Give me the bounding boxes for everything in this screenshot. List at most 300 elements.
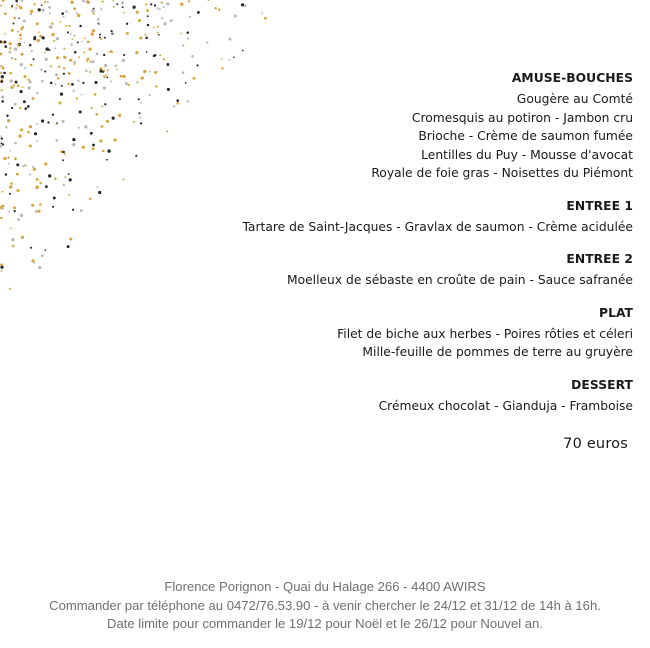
confetti-dot xyxy=(76,12,78,14)
footer-deadline: Date limite pour commander le 19/12 pour Noël et le 26/12 pour Nouvel an. xyxy=(107,616,543,631)
confetti-dot xyxy=(63,73,65,75)
confetti-dot xyxy=(161,17,163,19)
confetti-dot xyxy=(92,12,94,14)
confetti-dot xyxy=(31,50,33,52)
confetti-dot xyxy=(84,125,87,128)
confetti-dot xyxy=(99,33,101,35)
confetti-dot xyxy=(32,166,34,168)
confetti-dot xyxy=(27,105,30,108)
confetti-dot xyxy=(17,44,20,47)
confetti-dot xyxy=(77,79,79,81)
confetti-dot xyxy=(18,134,21,137)
confetti-dot xyxy=(122,59,125,62)
confetti-dot xyxy=(48,6,51,9)
confetti-dot xyxy=(29,44,32,47)
confetti-dot xyxy=(188,0,190,2)
confetti-dot xyxy=(52,114,54,116)
confetti-dot xyxy=(164,22,167,25)
section-title: ENTREE 2 xyxy=(566,252,633,266)
confetti-dot xyxy=(113,138,116,141)
menu-item: Cromesquis au potiron - Jambon cru xyxy=(411,110,633,125)
menu-item: Filet de biche aux herbes - Poires rôties et céleri xyxy=(337,326,633,341)
confetti-dot xyxy=(242,50,244,52)
confetti-dot xyxy=(14,142,17,145)
confetti-dot xyxy=(20,128,23,131)
confetti-dot xyxy=(56,37,59,40)
section-title: ENTREE 1 xyxy=(566,198,633,213)
confetti-dot xyxy=(32,58,34,60)
confetti-dot xyxy=(180,33,182,35)
confetti-dot xyxy=(9,185,12,188)
confetti-dot xyxy=(30,13,32,15)
confetti-dot xyxy=(41,254,44,257)
confetti-dot xyxy=(123,179,125,181)
confetti-dot xyxy=(0,4,2,6)
confetti-dot xyxy=(27,131,30,134)
confetti-dot xyxy=(11,5,13,7)
confetti-dot xyxy=(113,6,115,8)
confetti-dot xyxy=(154,71,157,74)
confetti-dot xyxy=(36,178,39,181)
confetti-dot xyxy=(157,26,159,28)
confetti-dot xyxy=(69,59,72,62)
confetti-dot xyxy=(8,163,10,165)
confetti-dot xyxy=(68,194,70,196)
confetti-dot xyxy=(25,107,28,110)
confetti-dot xyxy=(261,12,263,14)
confetti-dot xyxy=(9,288,11,290)
confetti-dot xyxy=(14,48,17,51)
confetti-dot xyxy=(1,191,3,193)
confetti-dot xyxy=(44,249,46,251)
confetti-dot xyxy=(85,69,88,72)
confetti-dot xyxy=(234,15,237,18)
confetti-dot xyxy=(61,12,64,15)
confetti-dot xyxy=(68,25,70,27)
confetti-dot xyxy=(126,32,129,35)
confetti-dot xyxy=(20,90,23,93)
confetti-dot xyxy=(74,51,77,54)
confetti-dot xyxy=(0,135,2,137)
confetti-dot xyxy=(3,72,6,75)
confetti-dot xyxy=(103,86,106,89)
section-dessert xyxy=(213,377,633,416)
confetti-dot xyxy=(38,8,41,11)
confetti-dot xyxy=(5,173,8,176)
footer xyxy=(0,578,650,634)
confetti-dot xyxy=(45,58,48,61)
confetti-dot xyxy=(147,24,150,27)
confetti-dot xyxy=(24,41,26,43)
confetti-dot xyxy=(154,4,156,6)
confetti-dot xyxy=(9,42,12,45)
confetti-dot xyxy=(33,36,36,39)
menu-item: Gougère au Comté xyxy=(516,92,633,106)
confetti-dot xyxy=(54,177,56,179)
confetti-dot xyxy=(41,119,44,122)
confetti-dot xyxy=(108,51,110,53)
confetti-dot xyxy=(176,99,179,102)
confetti-dot xyxy=(91,9,94,12)
confetti-dot xyxy=(138,112,140,114)
confetti-dot xyxy=(103,54,105,56)
confetti-dot xyxy=(9,47,11,49)
section-entree-1 xyxy=(213,198,633,237)
confetti-dot xyxy=(62,159,64,161)
confetti-dot xyxy=(29,80,32,83)
confetti-dot xyxy=(62,151,64,154)
confetti-dot xyxy=(36,186,39,189)
confetti-dot xyxy=(45,185,48,188)
confetti-dot xyxy=(72,138,75,141)
confetti-dot xyxy=(141,76,144,79)
confetti-dot xyxy=(49,26,52,29)
confetti-dot xyxy=(92,60,95,63)
confetti-dot xyxy=(13,206,16,209)
confetti-dot xyxy=(38,266,41,269)
confetti-dot xyxy=(65,25,67,27)
confetti-dot xyxy=(4,12,7,15)
confetti-dot xyxy=(44,70,46,72)
confetti-dot xyxy=(120,75,123,78)
confetti-dot xyxy=(72,209,74,211)
confetti-dot xyxy=(82,146,85,149)
confetti-dot xyxy=(100,8,102,10)
confetti-dot xyxy=(21,53,24,56)
confetti-dot xyxy=(122,6,124,8)
confetti-dot xyxy=(145,37,148,40)
confetti-dot xyxy=(19,34,22,37)
confetti-dot xyxy=(94,93,97,96)
section-title: AMUSE-BOUCHES xyxy=(511,71,633,85)
section-title: PLAT xyxy=(599,305,633,320)
confetti-dot xyxy=(78,127,80,129)
confetti-dot xyxy=(106,76,108,78)
confetti-dot xyxy=(11,107,13,109)
confetti-dot xyxy=(37,39,40,42)
confetti-dot xyxy=(136,81,138,83)
confetti-dot xyxy=(218,8,220,10)
confetti-dot xyxy=(36,123,38,125)
confetti-dot xyxy=(15,0,18,2)
confetti-dot xyxy=(150,3,152,5)
confetti-dot xyxy=(10,182,13,185)
confetti-dot xyxy=(126,23,128,25)
confetti-dot xyxy=(1,75,4,78)
confetti-dot xyxy=(62,120,65,123)
confetti-dot xyxy=(40,69,42,71)
confetti-dot xyxy=(138,98,140,100)
confetti-dot xyxy=(110,50,113,53)
confetti-dot xyxy=(0,72,2,74)
confetti-dot xyxy=(147,15,149,17)
confetti-dot xyxy=(99,139,102,142)
confetti-dot xyxy=(18,5,20,7)
confetti-dot xyxy=(71,38,73,40)
confetti-dot xyxy=(51,22,54,25)
confetti-dot xyxy=(157,7,159,9)
confetti-dot xyxy=(173,105,175,107)
confetti-dot xyxy=(115,64,118,67)
confetti-dot xyxy=(99,69,102,72)
confetti-dot xyxy=(70,43,72,45)
section-plat xyxy=(213,305,633,362)
confetti-dot xyxy=(104,37,106,39)
confetti-dot xyxy=(52,206,54,208)
confetti-dot xyxy=(166,130,168,132)
confetti-dot xyxy=(39,35,42,38)
confetti-dot xyxy=(77,42,79,44)
confetti-dot xyxy=(49,12,51,14)
confetti-dot xyxy=(244,4,247,7)
confetti-dot xyxy=(101,106,103,108)
confetti-dot xyxy=(140,102,142,104)
confetti-dot xyxy=(63,184,65,186)
confetti-dot xyxy=(47,121,49,123)
confetti-dot xyxy=(113,33,115,35)
confetti-dot xyxy=(90,61,92,63)
confetti-dot xyxy=(135,155,137,157)
confetti-dot xyxy=(73,90,75,92)
confetti-dot xyxy=(69,237,72,240)
confetti-dot xyxy=(81,94,83,96)
confetti-dot xyxy=(16,163,19,166)
confetti-dot xyxy=(122,75,124,77)
confetti-dot xyxy=(23,75,26,78)
confetti-dot xyxy=(77,14,80,17)
confetti-dot xyxy=(146,51,148,53)
confetti-dot xyxy=(9,72,12,75)
confetti-dot xyxy=(29,144,32,147)
confetti-dot xyxy=(50,82,52,84)
confetti-dot xyxy=(9,193,11,195)
confetti-dot xyxy=(17,31,19,33)
confetti-dot xyxy=(182,45,184,47)
confetti-dot xyxy=(157,32,159,34)
confetti-dot xyxy=(10,79,13,82)
confetti-dot xyxy=(38,31,40,33)
confetti-dot xyxy=(31,259,34,262)
confetti-dot xyxy=(8,211,10,213)
confetti-dot xyxy=(158,34,160,36)
confetti-dot xyxy=(197,64,199,66)
confetti-dot xyxy=(87,1,90,4)
confetti-dot xyxy=(73,61,76,64)
confetti-dot xyxy=(39,182,41,184)
confetti-dot xyxy=(33,168,36,171)
confetti-dot xyxy=(63,67,65,69)
confetti-dot xyxy=(39,203,42,206)
confetti-dot xyxy=(35,210,38,213)
confetti-dot xyxy=(99,36,101,38)
confetti-dot xyxy=(161,2,163,4)
confetti-dot xyxy=(106,120,109,123)
confetti-dot xyxy=(69,33,71,35)
confetti-dot xyxy=(73,34,75,36)
confetti-dot xyxy=(28,86,31,89)
confetti-dot xyxy=(135,51,138,54)
confetti-dot xyxy=(155,85,157,87)
footer-address: Florence Porignon - Quai du Halage 266 - 4400 AWIRS xyxy=(164,579,486,594)
confetti-dot xyxy=(139,37,142,40)
confetti-dot xyxy=(7,119,10,122)
confetti-dot xyxy=(82,0,85,2)
confetti-dot xyxy=(106,159,108,161)
section-title: DESSERT xyxy=(571,377,633,392)
confetti-dot xyxy=(138,19,141,22)
confetti-dot xyxy=(2,0,4,2)
confetti-dot xyxy=(22,165,24,167)
confetti-dot xyxy=(84,37,86,39)
confetti-dot xyxy=(0,53,2,56)
confetti-dot xyxy=(64,176,66,178)
confetti-dot xyxy=(116,69,118,71)
confetti-dot xyxy=(186,31,189,34)
confetti-dot xyxy=(67,245,70,248)
confetti-dot xyxy=(53,197,56,200)
confetti-dot xyxy=(30,247,32,249)
confetti-dot xyxy=(71,83,74,86)
confetti-dot xyxy=(92,144,95,147)
confetti-dot xyxy=(27,79,29,81)
confetti-dot xyxy=(107,149,110,152)
confetti-dot xyxy=(62,16,64,18)
confetti-dot xyxy=(47,1,49,3)
confetti-dot xyxy=(0,263,3,266)
confetti-dot xyxy=(68,72,71,75)
confetti-dot xyxy=(102,0,104,2)
confetti-dot xyxy=(11,86,14,89)
confetti-dot xyxy=(159,54,161,56)
confetti-dot xyxy=(18,18,20,20)
confetti-dot xyxy=(81,41,83,43)
confetti-dot xyxy=(4,33,6,35)
confetti-dot xyxy=(112,117,115,120)
confetti-dot xyxy=(6,114,8,116)
confetti-dot xyxy=(16,173,19,176)
confetti-dot xyxy=(16,189,19,192)
confetti-dot xyxy=(0,89,2,91)
confetti-dot xyxy=(51,33,54,36)
confetti-dot xyxy=(92,147,95,150)
confetti-dot xyxy=(153,27,155,29)
confetti-dot xyxy=(58,66,60,68)
confetti-dot xyxy=(64,153,66,155)
confetti-dot xyxy=(55,73,58,76)
confetti-dot xyxy=(94,81,97,84)
confetti-dot xyxy=(95,113,98,116)
confetti-dot xyxy=(123,12,125,14)
confetti-dot xyxy=(13,23,15,25)
confetti-dot xyxy=(80,209,83,212)
confetti-dot xyxy=(5,126,7,128)
confetti-dot xyxy=(24,164,26,166)
confetti-dot xyxy=(12,245,14,247)
confetti-dot xyxy=(166,63,169,66)
confetti-dot xyxy=(21,0,24,2)
confetti-dot xyxy=(229,38,232,41)
confetti-dot xyxy=(133,121,135,123)
confetti-dot xyxy=(86,60,88,62)
confetti-dot xyxy=(123,54,125,56)
confetti-dot xyxy=(56,122,58,124)
confetti-dot xyxy=(23,100,26,103)
confetti-dot xyxy=(166,2,169,5)
confetti-dot xyxy=(98,23,100,25)
confetti-dot xyxy=(50,65,52,67)
confetti-dot xyxy=(144,34,146,36)
confetti-dot xyxy=(187,38,189,40)
confetti-dot xyxy=(15,7,17,9)
confetti-dot xyxy=(87,41,90,44)
confetti-dot xyxy=(119,98,121,100)
confetti-dot xyxy=(14,58,16,60)
confetti-dot xyxy=(19,107,21,109)
confetti-dot xyxy=(0,217,2,219)
confetti-dot xyxy=(214,7,216,9)
confetti-dot xyxy=(44,162,47,165)
confetti-dot xyxy=(149,71,151,73)
confetti-dot xyxy=(264,17,267,20)
confetti-dot xyxy=(170,19,173,22)
confetti-dot xyxy=(167,88,170,91)
confetti-dot xyxy=(20,63,23,66)
confetti-dot xyxy=(9,150,11,152)
confetti-dot xyxy=(20,38,22,40)
confetti-dot xyxy=(206,41,208,43)
confetti-dot xyxy=(29,125,32,128)
confetti-dot xyxy=(69,178,72,181)
confetti-dot xyxy=(110,80,112,82)
confetti-dot xyxy=(60,21,62,23)
confetti-dot xyxy=(63,48,65,50)
confetti-dot xyxy=(34,132,37,135)
confetti-dot xyxy=(60,92,63,95)
confetti-dot xyxy=(88,48,91,51)
confetti-dot xyxy=(197,11,200,14)
confetti-dot xyxy=(20,28,23,31)
confetti-dot xyxy=(101,125,104,128)
confetti-dot xyxy=(208,0,210,1)
confetti-dot xyxy=(17,218,20,221)
confetti-dot xyxy=(191,55,194,58)
confetti-dot xyxy=(97,186,99,188)
confetti-dot xyxy=(139,117,141,119)
confetti-dot xyxy=(193,77,196,80)
confetti-dot xyxy=(1,207,4,210)
confetti-dot xyxy=(102,71,104,73)
section-amuse-bouches xyxy=(213,70,633,183)
confetti-dot xyxy=(89,71,91,73)
confetti-dot xyxy=(132,6,135,9)
confetti-dot xyxy=(29,173,31,175)
confetti-dot xyxy=(189,16,191,18)
confetti-dot xyxy=(0,146,2,148)
price: 70 euros xyxy=(563,436,628,452)
menu-item: Tartare de Saint-Jacques - Gravlax de saumon - Crème acidulée xyxy=(242,219,633,234)
confetti-dot xyxy=(1,100,4,103)
confetti-dot xyxy=(44,52,46,54)
confetti-dot xyxy=(145,3,147,5)
confetti-dot xyxy=(31,204,34,207)
confetti-dot xyxy=(176,102,179,105)
confetti-dot xyxy=(79,110,82,113)
confetti-dot xyxy=(83,52,85,54)
confetti-dot xyxy=(0,80,3,83)
confetti-dot xyxy=(72,143,75,146)
confetti-dot xyxy=(32,97,35,100)
menu-item: Mille-feuille de pommes de terre au gruyère xyxy=(362,345,633,359)
